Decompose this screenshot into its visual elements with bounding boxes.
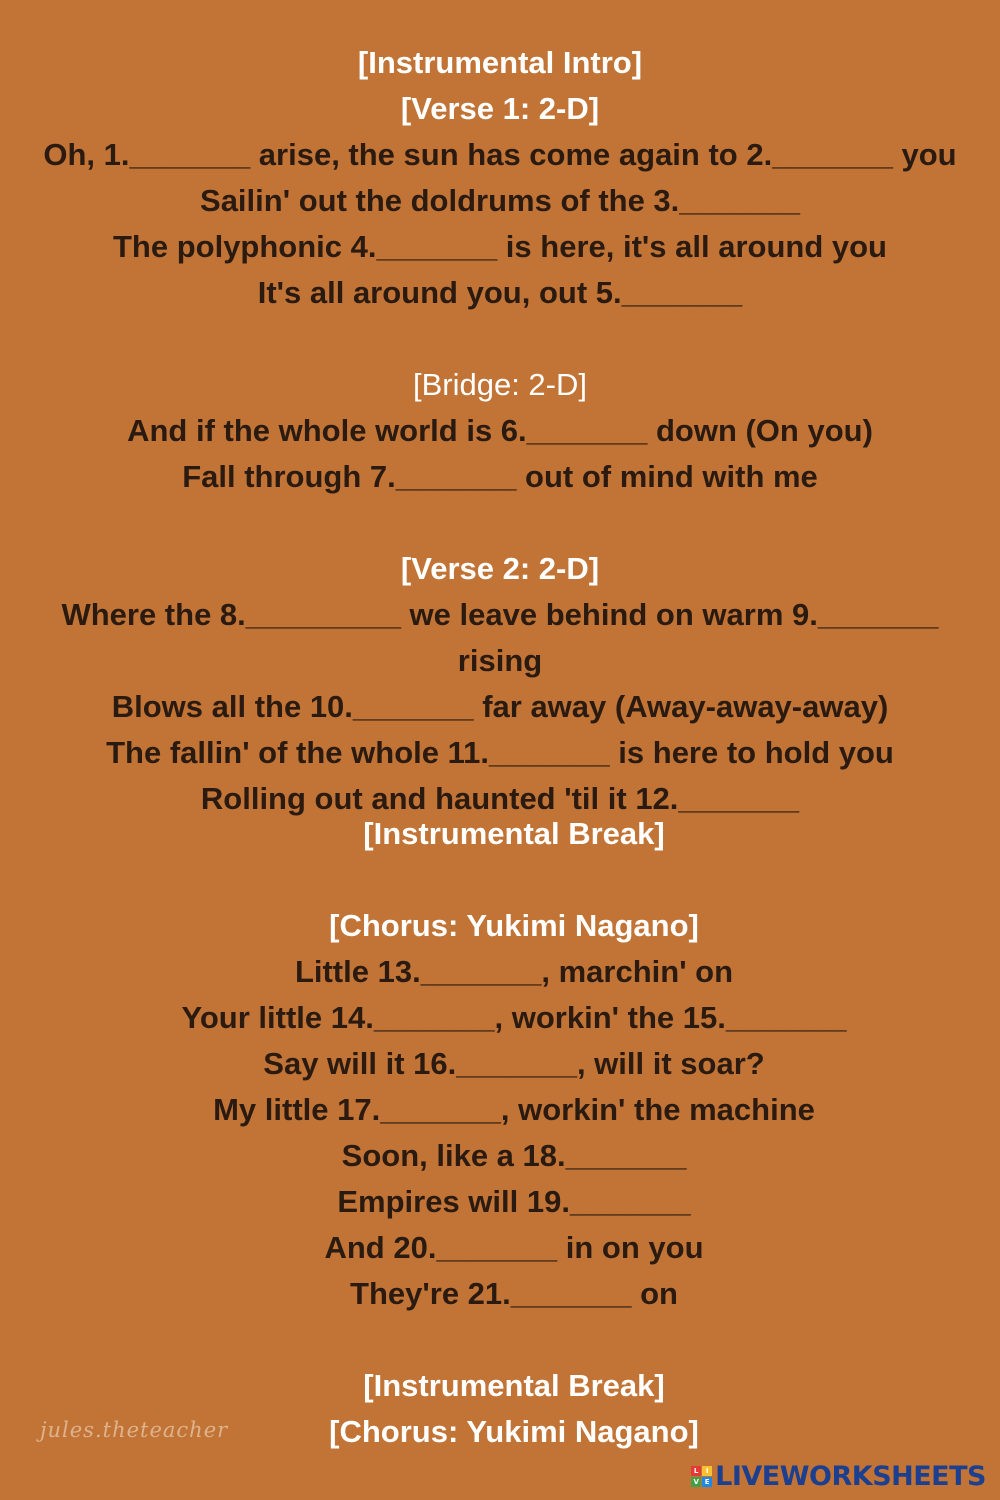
lyric-line: Fall through 7._______ out of mind with me [182, 459, 818, 494]
section-heading: [Verse 1: 2-D] [400, 91, 600, 126]
logo-letter: L [691, 1466, 701, 1476]
lyric-line: Rolling out and haunted 'til it 12._______ [200, 781, 800, 816]
lyric-line: And if the whole world is 6._______ down (On you) [127, 413, 873, 448]
logo-letter: V [691, 1477, 701, 1487]
lyric-line: The polyphonic 4._______ is here, it's all around you [112, 229, 887, 264]
lyric-line: rising [457, 643, 543, 678]
brand-name: LIVEWORKSHEETS [715, 1460, 986, 1492]
section-heading: [Instrumental Break] [363, 1368, 665, 1403]
lyric-line: Soon, like a 18._______ [341, 1138, 687, 1173]
lyric-line: Your little 14._______, workin' the 15._______ [181, 1000, 847, 1035]
liveworksheets-icon [691, 1466, 712, 1487]
lyric-line: My little 17._______, workin' the machine [213, 1092, 815, 1127]
liveworksheets-logo[interactable] [691, 1459, 986, 1493]
lyric-line: Sailin' out the doldrums of the 3._______ [200, 183, 800, 218]
lyric-line: It's all around you, out 5._______ [257, 275, 743, 310]
lyric-line: Oh, 1._______ arise, the sun has come again to 2._______ you [43, 137, 957, 172]
lyric-line: The fallin' of the whole 11._______ is here to hold you [106, 735, 894, 770]
section-heading: [Chorus: Yukimi Nagano] [329, 1414, 699, 1449]
lyric-line: Say will it 16._______, will it soar? [263, 1046, 765, 1081]
section-heading: [Bridge: 2-D] [412, 367, 587, 402]
section-heading: [Chorus: Yukimi Nagano] [329, 908, 699, 943]
section-heading: [Instrumental Intro] [357, 45, 643, 80]
lyric-line: They're 21._______ on [350, 1276, 678, 1311]
lyric-line: Where the 8._________ we leave behind on warm 9._______ [61, 597, 939, 632]
lyric-line: And 20._______ in on you [324, 1230, 704, 1265]
section-heading: [Verse 2: 2-D] [400, 551, 600, 586]
author-signature: jules.theteacher [40, 1418, 229, 1442]
logo-letter: E [702, 1477, 712, 1487]
lyric-line: Empires will 19._______ [337, 1184, 691, 1219]
lyric-line: Little 13._______, marchin' on [294, 954, 734, 989]
section-heading: [Instrumental Break] [363, 816, 665, 851]
logo-letter: I [702, 1466, 712, 1476]
lyric-line: Blows all the 10._______ far away (Away-away-away) [111, 689, 889, 724]
